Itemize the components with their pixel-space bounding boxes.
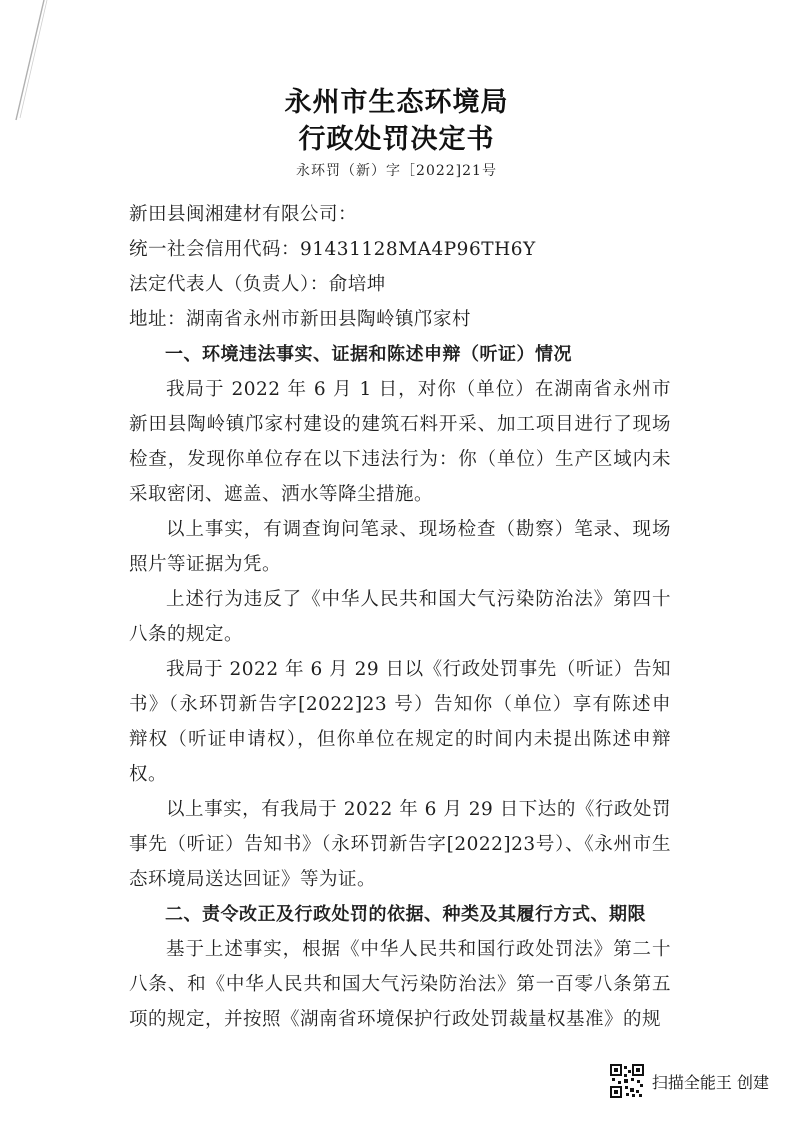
section-2-heading: 二、责令改正及行政处罚的依据、种类及其履行方式、期限 xyxy=(165,904,646,925)
paragraph-inspection: 我局于 2022 年 6 月 1 日，对你（单位）在湖南省永州市新田县陶岭镇邝家村建设的建筑石料开采、加工项目进行了现场检查，发现你单位存在以下违法行为：你（单位）生产区域内未采取密闭、遮盖、洒水等降尘措施。 xyxy=(129,379,671,505)
paragraph-evidence: 以上事实，有调查询问笔录、现场检查（勘察）笔录、现场照片等证据为凭。 xyxy=(129,519,671,575)
credit-code-line: 统一社会信用代码：91431128MA4P96TH6Y xyxy=(129,239,536,260)
legal-rep-line: 法定代表人（负责人）：俞培坤 xyxy=(129,274,386,295)
paragraph-legal-basis: 基于上述事实，根据《中华人民共和国行政处罚法》第二十八条、和《中华人民共和国大气污染防治法》第一百零八条第五项的规定，并按照《湖南省环境保护行政处罚裁量权基准》的规 xyxy=(129,939,671,1030)
address-line: 地址：湖南省永州市新田县陶岭镇邝家村 xyxy=(129,309,472,330)
qr-code-icon xyxy=(610,1064,644,1098)
scanner-watermark xyxy=(610,1064,769,1098)
paragraph-notice: 我局于 2022 年 6 月 29 日以《行政处罚事先（听证）告知书》（永环罚新告字[2022]23 号）告知你（单位）享有陈述申辩权（听证申请权），但你单位在规定的时间内未提出陈述申辩权。 xyxy=(129,659,671,785)
document-number: 永环罚（新）字［2022]21号 xyxy=(296,163,497,179)
section-1 xyxy=(129,337,671,1037)
document-body-top xyxy=(129,197,671,337)
recipient-line: 新田县闽湘建材有限公司： xyxy=(129,204,358,225)
section-1-heading: 一、环境违法事实、证据和陈述申辩（听证）情况 xyxy=(165,344,572,365)
document-title-agency: 永州市生态环境局 xyxy=(284,87,509,118)
document-title-type: 行政处罚决定书 xyxy=(298,124,495,155)
paragraph-violation: 上述行为违反了《中华人民共和国大气污染防治法》第四十八条的规定。 xyxy=(129,589,671,645)
paragraph-proof: 以上事实，有我局于 2022 年 6 月 29 日下达的《行政处罚事先（听证）告知书》（永环罚新告字[2022]23号）、《永州市生态环境局送达回证》等为证。 xyxy=(129,799,671,890)
scanner-watermark-text: 扫描全能王 创建 xyxy=(651,1072,769,1092)
